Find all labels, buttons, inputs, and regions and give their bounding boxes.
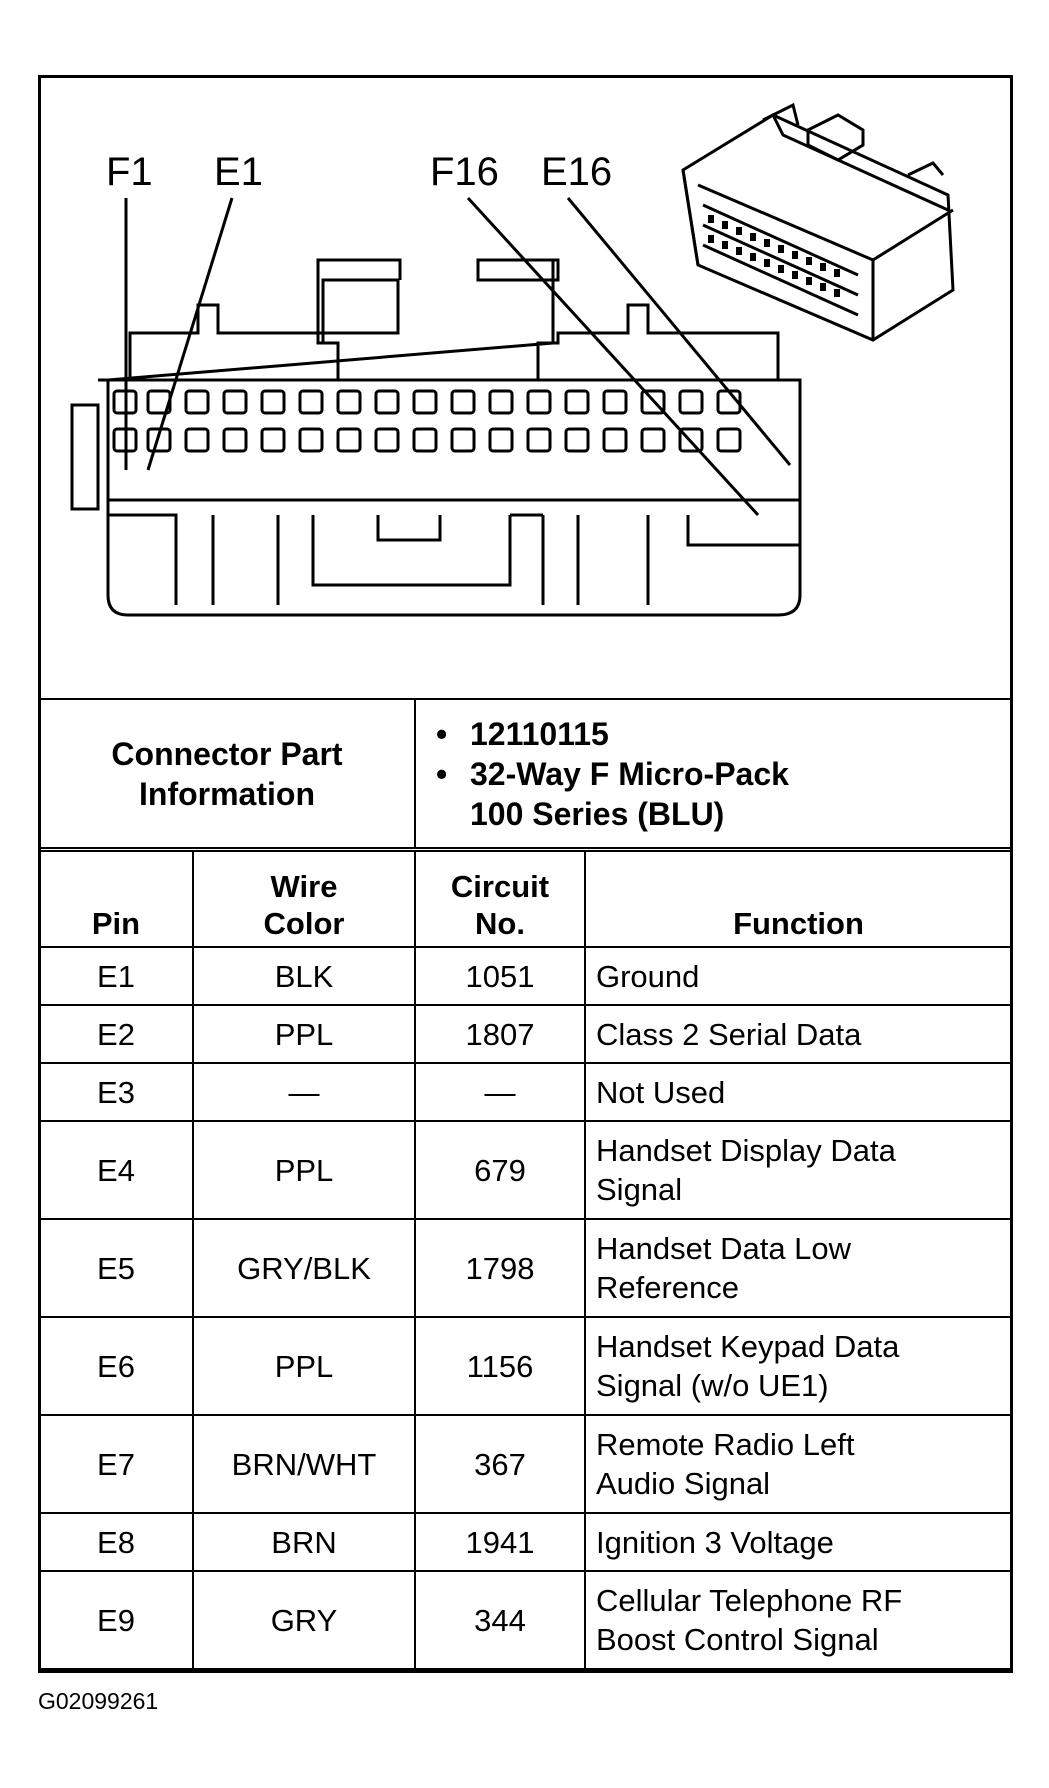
- connector-info-label: Connector Part Information: [39, 699, 415, 848]
- function-cell: Ground: [585, 947, 1012, 1005]
- pin-cell: E4: [39, 1121, 193, 1219]
- pin-cell: E6: [39, 1317, 193, 1415]
- circuit-cell: 679: [415, 1121, 585, 1219]
- function-cell: Ignition 3 Voltage: [585, 1513, 1012, 1571]
- wire-color-cell: BLK: [193, 947, 415, 1005]
- pin-cell: E7: [39, 1415, 193, 1513]
- wire-color-cell: BRN/WHT: [193, 1415, 415, 1513]
- function-cell: Handset Keypad Data Signal (w/o UE1): [585, 1317, 1012, 1415]
- circuit-cell: 1941: [415, 1513, 585, 1571]
- circuit-cell: 1156: [415, 1317, 585, 1415]
- table-row: [39, 1513, 1012, 1571]
- header-pin: Pin: [39, 851, 193, 947]
- pin-cell: E8: [39, 1513, 193, 1571]
- wire-color-cell: GRY: [193, 1571, 415, 1669]
- table-row: [39, 1219, 1012, 1317]
- pin-table-header: [39, 851, 1012, 947]
- header-circuit-no: Circuit No.: [415, 851, 585, 947]
- part-number: • 12110115: [436, 715, 609, 752]
- connector-description: • 32-Way F Micro-Pack 100 Series (BLU): [436, 755, 789, 832]
- function-cell: Cellular Telephone RF Boost Control Signal: [585, 1571, 1012, 1669]
- header-wire-color: Wire Color: [193, 851, 415, 947]
- pin-label-e1: E1: [214, 150, 263, 194]
- wire-color-cell: —: [193, 1063, 415, 1121]
- side-latch: [72, 405, 98, 509]
- function-cell: Class 2 Serial Data: [585, 1005, 1012, 1063]
- table-row: [39, 1571, 1012, 1669]
- circuit-cell: —: [415, 1063, 585, 1121]
- connector-drawing: [38, 75, 1013, 700]
- leader-line-f16: [468, 198, 758, 515]
- function-cell: Remote Radio Left Audio Signal: [585, 1415, 1012, 1513]
- pin-cell: E1: [39, 947, 193, 1005]
- wire-color-cell: BRN: [193, 1513, 415, 1571]
- table-row: [39, 1317, 1012, 1415]
- table-row: [39, 947, 1012, 1005]
- circuit-cell: 1051: [415, 947, 585, 1005]
- pin-cell: E2: [39, 1005, 193, 1063]
- pin-label-f1: F1: [106, 150, 153, 194]
- pin-cell: E5: [39, 1219, 193, 1317]
- pin-table: [38, 850, 1013, 1670]
- table-row: [39, 1005, 1012, 1063]
- connector-info-values: [415, 699, 1012, 848]
- circuit-cell: 1807: [415, 1005, 585, 1063]
- function-cell: Handset Display Data Signal: [585, 1121, 1012, 1219]
- figure-id: G02099261: [38, 1688, 159, 1714]
- circuit-cell: 367: [415, 1415, 585, 1513]
- table-row: [39, 1415, 1012, 1513]
- pin-label-f16: F16: [430, 150, 499, 194]
- function-cell: Handset Data Low Reference: [585, 1219, 1012, 1317]
- pin-label-e16: E16: [541, 150, 613, 194]
- connector-outline-svg: [38, 75, 1013, 700]
- wire-color-cell: PPL: [193, 1121, 415, 1219]
- table-row: [39, 1063, 1012, 1121]
- table-row: [39, 1121, 1012, 1219]
- circuit-cell: 344: [415, 1571, 585, 1669]
- function-cell: Not Used: [585, 1063, 1012, 1121]
- pin-cell: E9: [39, 1571, 193, 1669]
- header-function: Function: [585, 851, 1012, 947]
- pin-cell: E3: [39, 1063, 193, 1121]
- wire-color-cell: PPL: [193, 1317, 415, 1415]
- wire-color-cell: GRY/BLK: [193, 1219, 415, 1317]
- wire-color-cell: PPL: [193, 1005, 415, 1063]
- circuit-cell: 1798: [415, 1219, 585, 1317]
- connector-info-table: [38, 698, 1013, 849]
